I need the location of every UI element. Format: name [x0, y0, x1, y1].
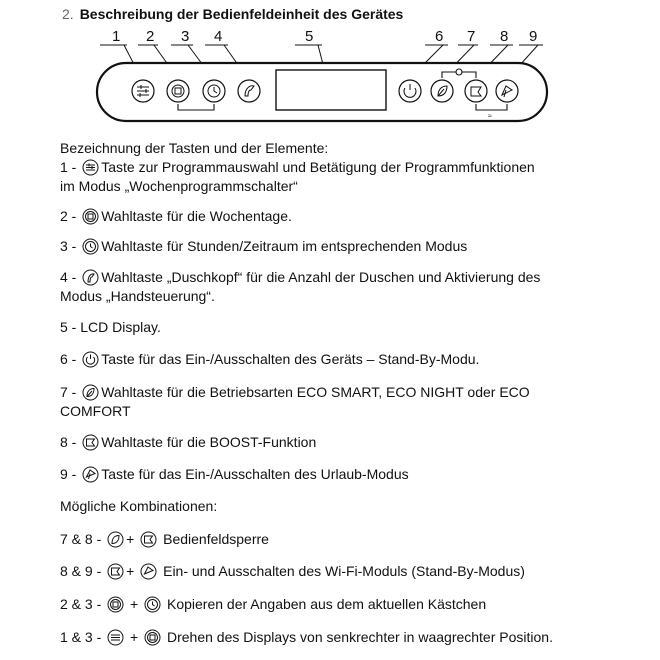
weekday-icon: [144, 629, 161, 646]
combo-8-9-prefix: 8 & 9 -: [60, 563, 102, 579]
item-6-prefix: 6 -: [60, 351, 77, 367]
svg-text:≈: ≈: [488, 113, 492, 120]
item-3-prefix: 3 -: [60, 238, 77, 254]
clock-icon: [144, 596, 161, 613]
combo-2-3-text: Kopieren der Angaben aus dem aktuellen Kästchen: [167, 596, 487, 612]
combo-1-3-prefix: 1 & 3 -: [60, 629, 102, 645]
item-8-text: Wahltaste für die BOOST-Funktion: [101, 434, 317, 450]
item-4-prefix: 4 -: [60, 269, 77, 285]
power-button: [399, 80, 421, 102]
item-7-continuation: COMFORT: [60, 403, 131, 419]
combo-8-9: 8 & 9 - + Ein- und Ausschalten des Wi-Fi-Moduls (Stand-By-Modus): [60, 563, 525, 579]
callout-5: 5: [305, 28, 314, 45]
power-icon: [82, 351, 99, 368]
eco-leaf-icon: [82, 384, 99, 401]
combo-1-3-text: Drehen des Displays von senkrechter in waagrechter Position.: [167, 629, 553, 645]
combo-7-8-text: Bedienfeldsperre: [163, 531, 269, 547]
item-2-prefix: 2 -: [60, 208, 77, 224]
item-7: [60, 383, 530, 402]
callout-7: 7: [467, 28, 476, 45]
item-6: [60, 350, 479, 369]
callout-4: 4: [214, 28, 223, 45]
item-4: [60, 268, 540, 287]
item-2-text: Wahltaste für die Wochentage.: [101, 208, 292, 224]
weekday-icon: [82, 208, 99, 225]
callout-1: 1: [112, 28, 121, 45]
item-1-text: Taste zur Programmauswahl und Betätigung der Programmfunktionen: [101, 159, 535, 175]
callout-6: 6: [435, 28, 444, 45]
item-7-prefix: 7 -: [60, 384, 77, 400]
program-select-icon: [82, 159, 99, 176]
combo-7-8: 7 & 8 - + Bedienfeldsperre: [60, 531, 269, 547]
item-9-text: Taste für das Ein-/Ausschalten des Urlaub-Modus: [101, 466, 409, 482]
control-panel-diagram: [0, 0, 660, 135]
item-4-continuation: Modus „Handsteuerung“.: [60, 288, 215, 304]
item-9-prefix: 9 -: [60, 466, 77, 482]
lcd-display: [276, 70, 386, 110]
item-9: [60, 465, 409, 484]
clock-icon: [82, 238, 99, 255]
item-3: [60, 237, 467, 256]
vacation-icon: [140, 563, 157, 580]
item-7-text: Wahltaste für die Betriebsarten ECO SMART, ECO NIGHT oder ECO: [101, 384, 530, 400]
program-select-icon: [107, 629, 124, 646]
item-3-text: Wahltaste für Stunden/Zeitraum im entsprechenden Modus: [101, 238, 468, 254]
item-1: [60, 158, 535, 177]
weekday-button: [167, 80, 189, 102]
item-5: 5 - LCD Display.: [60, 319, 161, 335]
combo-2-3-prefix: 2 & 3 -: [60, 596, 102, 612]
vacation-icon: [82, 466, 99, 483]
section-title: Beschreibung der Bedienfeldeinheit des Gerätes: [79, 6, 404, 22]
combo-7-8-prefix: 7 & 8 -: [60, 531, 102, 547]
section-number: 2.: [62, 6, 74, 22]
callout-2: 2: [146, 28, 155, 45]
boost-button: [465, 80, 487, 102]
item-8-prefix: 8 -: [60, 434, 77, 450]
shower-icon: [82, 269, 99, 286]
item-8: [60, 433, 316, 452]
boost-icon: [107, 563, 124, 580]
callout-3: 3: [181, 28, 190, 45]
eco-leaf-icon: [107, 531, 124, 548]
item-6-text: Taste für das Ein-/Ausschalten des Geräts – Stand-By-Modu.: [101, 351, 480, 367]
boost-icon: [82, 434, 99, 451]
combo-2-3: 2 & 3 - + Kopieren der Angaben aus dem aktuellen Kästchen: [60, 596, 487, 612]
item-1-continuation: im Modus „Wochenprogrammschalter“: [60, 178, 298, 194]
item-1-prefix: 1 -: [60, 159, 77, 175]
item-4-text: Wahltaste „Duschkopf“ für die Anzahl der Duschen und Aktivierung des: [101, 269, 541, 285]
vacation-button: [496, 80, 518, 102]
callout-8: 8: [500, 28, 509, 45]
combinations-title: Mögliche Kombinationen:: [60, 498, 218, 514]
intro-text: Bezeichnung der Tasten und der Elemente:: [60, 140, 329, 156]
callout-9: 9: [529, 28, 538, 45]
combo-8-9-text: Ein- und Ausschalten des Wi-Fi-Moduls (Stand-By-Modus): [163, 563, 525, 579]
weekday-icon: [107, 596, 124, 613]
item-2: [60, 207, 292, 226]
boost-icon: [140, 531, 157, 548]
combo-1-3: 1 & 3 - + Drehen des Displays von senkrechter in waagrechter Position.: [60, 629, 553, 645]
